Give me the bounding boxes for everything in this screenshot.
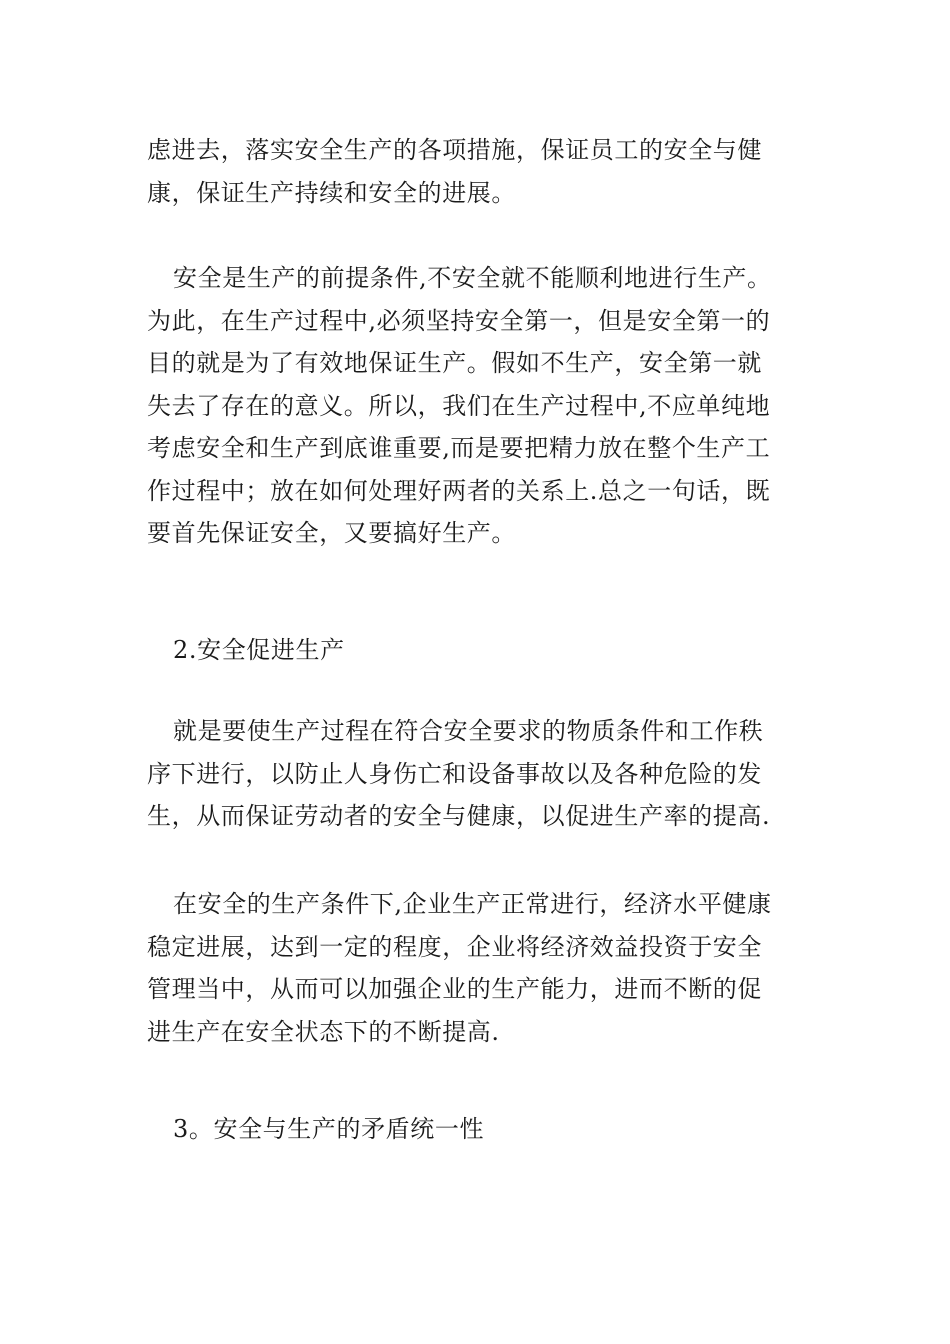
text-line: 序下进行，以防止人身伤亡和设备事故以及各种危险的发 xyxy=(147,759,762,788)
text-line: 要首先保证安全，又要搞好生产。 xyxy=(147,519,516,547)
section-heading-2: 2.安全促进生产 xyxy=(173,636,345,664)
paragraph-4 xyxy=(147,883,807,1053)
text-line: 管理当中，从而可以加强企业的生产能力，进而不断的促 xyxy=(147,975,762,1003)
text-line: 考虑安全和生产到底谁重要,而是要把精力放在整个生产工 xyxy=(147,434,771,462)
paragraph-1 xyxy=(147,129,807,214)
text-line: 失去了存在的意义。所以，我们在生产过程中,不应单纯地 xyxy=(147,391,771,420)
text-line: 稳定进展，达到一定的程度，企业将经济效益投资于安全 xyxy=(147,932,762,961)
text-line: 生，从而保证劳动者的安全与健康，以促进生产率的提高. xyxy=(147,802,771,830)
section-heading-3: 3。安全与生产的矛盾统一性 xyxy=(173,1115,485,1143)
text-line: 为此，在生产过程中,必须坚持安全第一，但是安全第一的 xyxy=(147,306,771,335)
text-line: 就是要使生产过程在符合安全要求的物质条件和工作秩 xyxy=(173,717,764,745)
text-line: 目的就是为了有效地保证生产。假如不生产，安全第一就 xyxy=(147,349,762,377)
text-line: 安全是生产的前提条件,不安全就不能顺利地进行生产。 xyxy=(173,264,772,292)
text-line: 虑进去，落实安全生产的各项措施，保证员工的安全与健 xyxy=(147,136,762,164)
paragraph-3 xyxy=(147,710,807,838)
text-line: 康，保证生产持续和安全的进展。 xyxy=(147,178,516,207)
text-line: 作过程中；放在如何处理好两者的关系上.总之一句话，既 xyxy=(147,476,771,505)
text-line: 进生产在安全状态下的不断提高. xyxy=(147,1017,500,1046)
text-line: 在安全的生产条件下,企业生产正常进行，经济水平健康 xyxy=(173,890,772,918)
paragraph-2 xyxy=(147,257,807,555)
